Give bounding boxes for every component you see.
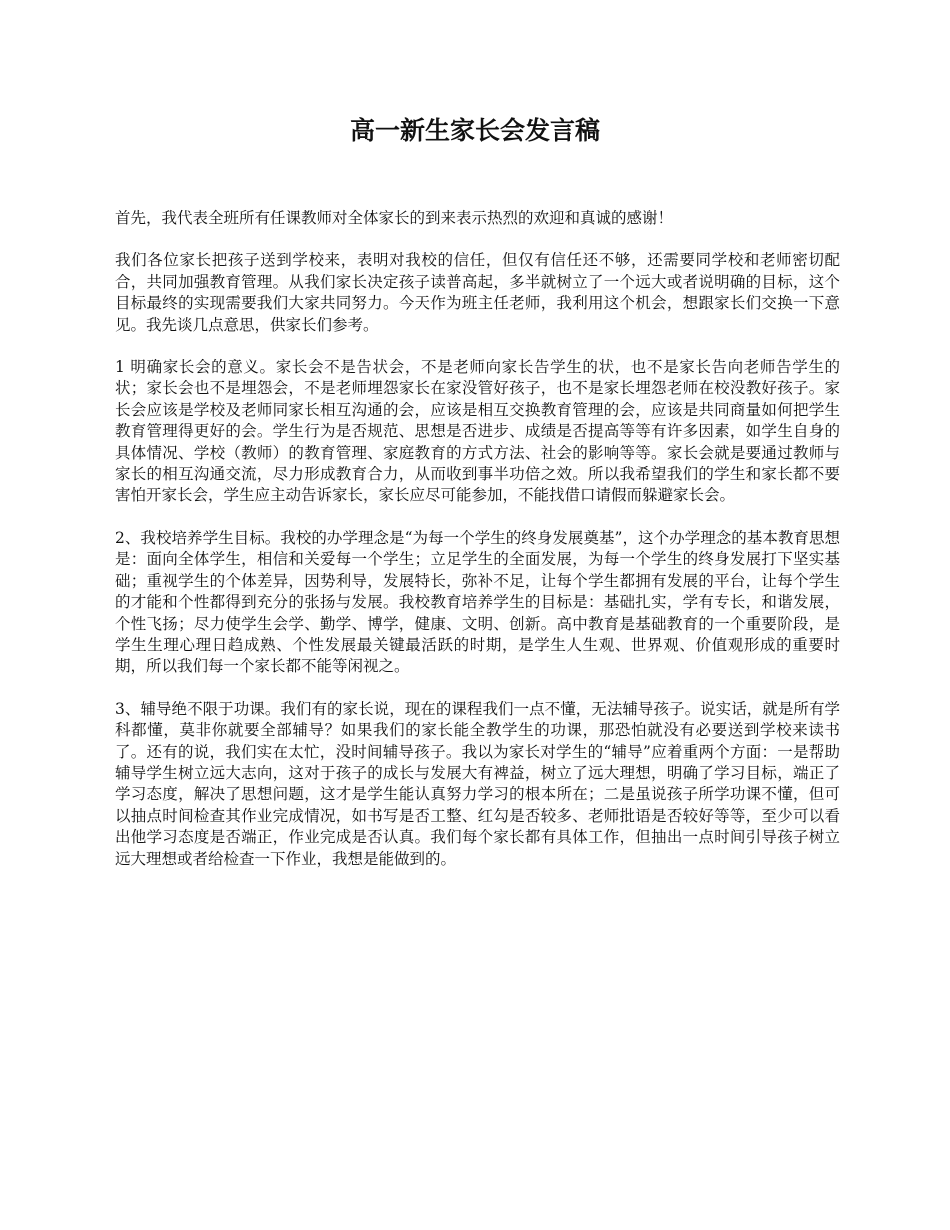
paragraph-greeting: 首先，我代表全班所有任课教师对全体家长的到来表示热烈的欢迎和真诚的感谢！ (115, 209, 674, 227)
document-body (115, 208, 840, 891)
paragraph-introduction: 我们各位家长把孩子送到学校来，表明对我校的信任，但仅有信任还不够，还需要同学校和老师密切配合，共同加强教育管理。从我们家长决定孩子读普高起，多半就树立了一个远大或者说明确的目标，这个目标最终的实现需要我们大家共同努力。今天作为班主任老师，我利用这个机会，想跟家长们交换一下意见。我先谈几点意思，供家长们参考。 (115, 251, 840, 334)
paragraph-point-1: 1 明确家长会的意义。家长会不是告状会，不是老师向家长告学生的状，也不是家长告向老师告学生的状；家长会也不是埋怨会，不是老师埋怨家长在家没管好孩子，也不是家长埋怨老师在校没教好孩子。家长会应该是学校及老师同家长相互沟通的会，应该是相互交换教育管理的会，应该是共同商量如何把学生教育管理得更好的会。学生行为是否规范、思想是否进步、成绩是否提高等等有许多因素，如学生自身的具体情况、学校（教师）的教育管理、家庭教育的方式方法、社会的影响等等。家长会就是要通过教师与家长的相互沟通交流，尽力形成教育合力，从而收到事半功倍之效。所以我希望我们的学生和家长都不要害怕开家长会，学生应主动告诉家长，家长应尽可能参加，不能找借口请假而躲避家长会。 (115, 358, 840, 505)
page-title: 高一新生家长会发言稿 (349, 116, 600, 145)
paragraph-point-2: 2、我校培养学生目标。我校的办学理念是“为每一个学生的终身发展奠基”，这个办学理念的基本教育思想是：面向全体学生，相信和关爱每一个学生；立足学生的全面发展，为每一个学生的终身发展打下坚实基础；重视学生的个体差异，因势利导，发展特长，弥补不足，让每个学生都拥有发展的平台，让每个学生的才能和个性都得到充分的张扬与发展。我校教育培养学生的目标是：基础扎实，学有专长，和谐发展，个性飞扬；尽力使学生会学、勤学、博学，健康、文明、创新。高中教育是基础教育的一个重要阶段，是学生生理心理日趋成熟、个性发展最关键最活跃的时期，是学生人生观、世界观、价值观形成的重要时期，所以我们每一个家长都不能等闲视之。 (115, 528, 840, 676)
paragraph-point-3: 3、辅导绝不限于功课。我们有的家长说，现在的课程我们一点不懂，无法辅导孩子。说实话，就是所有学科都懂，莫非你就要全部辅导？如果我们的家长能全教学生的功课，那恐怕就没有必要送到学校来读书了。还有的说，我们实在太忙，没时间辅导孩子。我以为家长对学生的“辅导”应着重两个方面：一是帮助辅导学生树立远大志向，这对于孩子的成长与发展大有裨益，树立了远大理想，明确了学习目标，端正了学习态度，解决了思想问题，这才是学生能认真努力学习的根本所在；二是虽说孩子所学功课不懂，但可以抽点时间检查其作业完成情况，如书写是否工整、红勾是否较多、老师批语是否较好等等，至少可以看出他学习态度是否端正，作业完成是否认真。我们每个家长都有具体工作，但抽出一点时间引导孩子树立远大理想或者给检查一下作业，我想是能做到的。 (115, 699, 840, 868)
